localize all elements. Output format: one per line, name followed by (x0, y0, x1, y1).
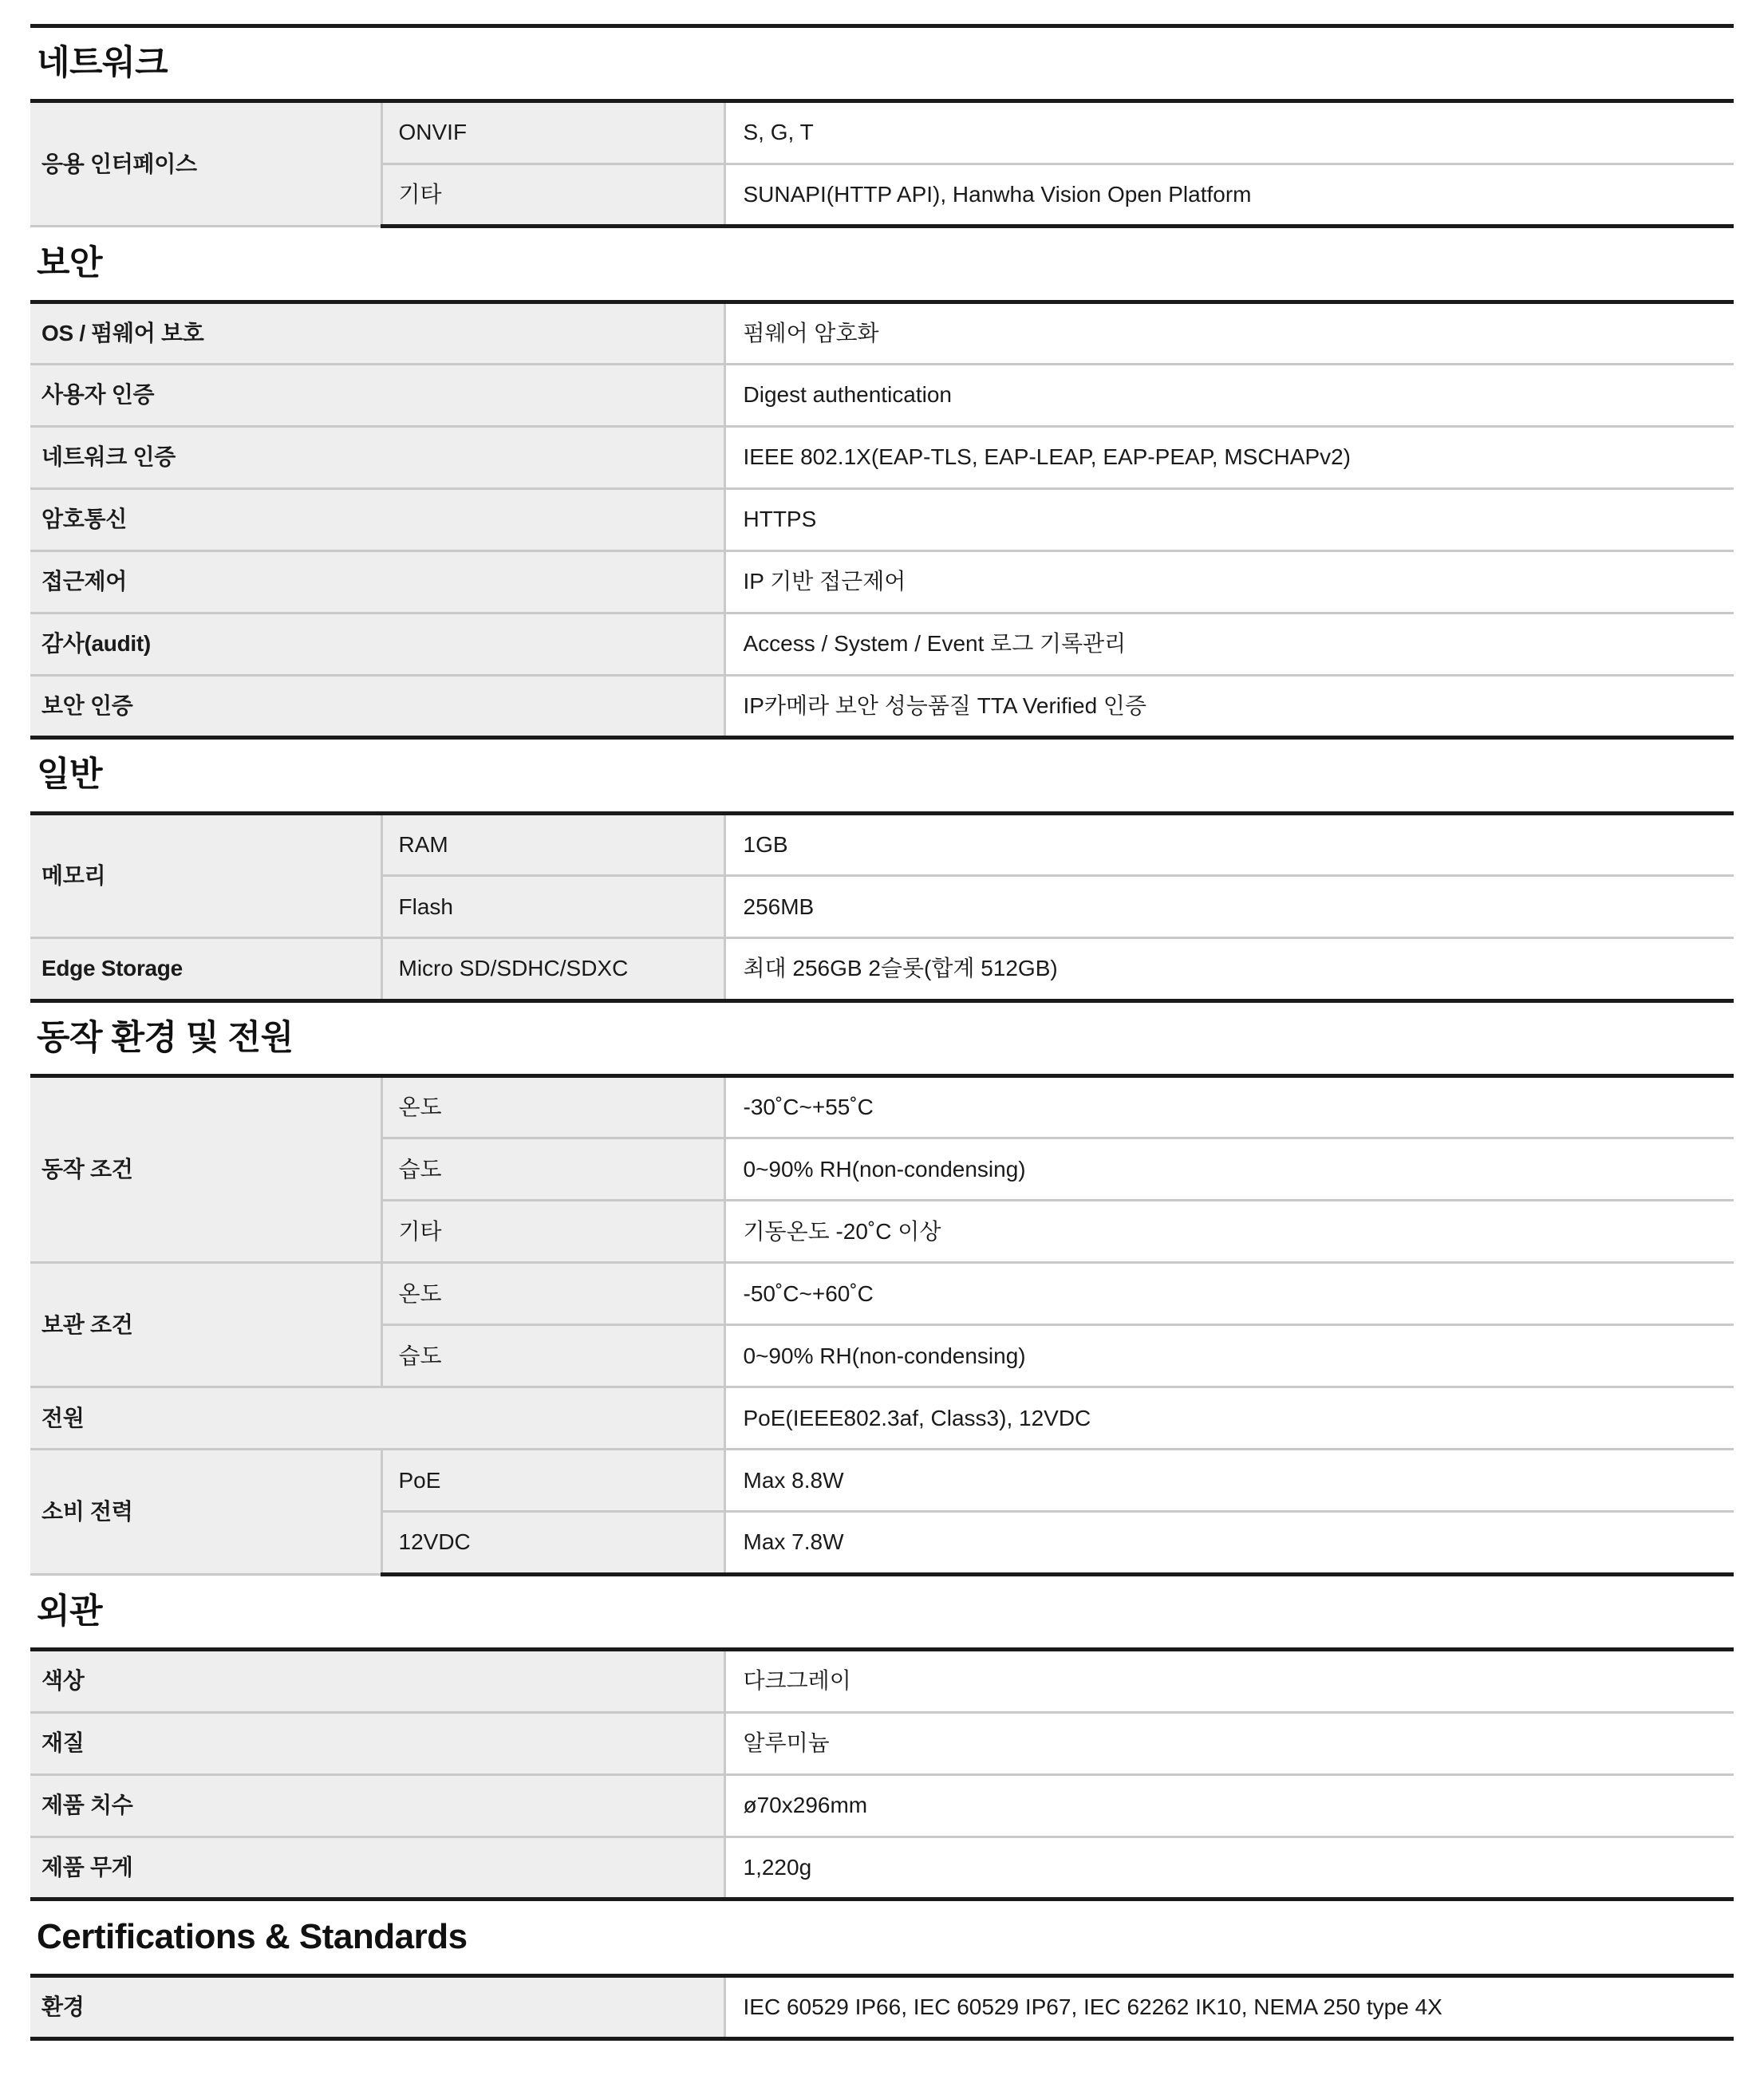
spec-value: 알루미늄 (724, 1712, 1734, 1774)
section-general (30, 740, 1734, 1002)
table-row (30, 1450, 1734, 1512)
spec-label: 사용자 인증 (30, 365, 724, 427)
spec-label: 보안 인증 (30, 676, 724, 738)
spec-value: IEC 60529 IP66, IEC 60529 IP67, IEC 62262 IK10, NEMA 250 type 4X (724, 1975, 1734, 2038)
spec-label: 제품 무게 (30, 1837, 724, 1899)
table-row (30, 101, 1734, 164)
section-title: 보안 (37, 244, 103, 283)
spec-value: 256MB (724, 876, 1734, 938)
table-row (30, 1975, 1734, 2038)
spec-label: 메모리 (30, 813, 381, 937)
table-row (30, 938, 1734, 1000)
spec-label: 암호통신 (30, 489, 724, 551)
spec-label: 감사(audit) (30, 613, 724, 676)
spec-label: 제품 치수 (30, 1774, 724, 1837)
section-environment-power (30, 1003, 1734, 1576)
table-row (30, 1076, 1734, 1138)
spec-label: 접근제어 (30, 551, 724, 613)
table-row (30, 365, 1734, 427)
spec-sublabel: PoE (381, 1450, 724, 1512)
section-security (30, 228, 1734, 740)
table-row (30, 676, 1734, 738)
table-row (30, 427, 1734, 489)
spec-value: S, G, T (724, 101, 1734, 164)
spec-label: Edge Storage (30, 938, 381, 1000)
spec-table (30, 300, 1734, 740)
spec-sublabel: 기타 (381, 1201, 724, 1263)
spec-sublabel: 습도 (381, 1138, 724, 1201)
spec-sublabel: ONVIF (381, 101, 724, 164)
spec-sublabel: 온도 (381, 1076, 724, 1138)
spec-table (30, 99, 1734, 228)
spec-value: 최대 256GB 2슬롯(합계 512GB) (724, 938, 1734, 1000)
section-certifications (30, 1901, 1734, 2041)
spec-table (30, 811, 1734, 1003)
spec-value: 0~90% RH(non-condensing) (724, 1325, 1734, 1387)
spec-label: 응용 인터페이스 (30, 101, 381, 227)
spec-value: -50˚C~+60˚C (724, 1263, 1734, 1325)
section-title: 외관 (37, 1592, 103, 1631)
table-row (30, 302, 1734, 364)
spec-sections-container (30, 28, 1734, 2041)
spec-value: 다크그레이 (724, 1650, 1734, 1712)
table-row (30, 1387, 1734, 1450)
table-row (30, 1263, 1734, 1325)
spec-label: 색상 (30, 1650, 724, 1712)
table-row (30, 1837, 1734, 1899)
spec-value: Access / System / Event 로그 기록관리 (724, 613, 1734, 676)
spec-value: Digest authentication (724, 365, 1734, 427)
spec-value: IEEE 802.1X(EAP-TLS, EAP-LEAP, EAP-PEAP, MSCHAPv2) (724, 427, 1734, 489)
spec-label: OS / 펌웨어 보호 (30, 302, 724, 364)
spec-value: PoE(IEEE802.3af, Class3), 12VDC (724, 1387, 1734, 1450)
spec-value: ø70x296mm (724, 1774, 1734, 1837)
table-row (30, 551, 1734, 613)
spec-value: SUNAPI(HTTP API), Hanwha Vision Open Platform (724, 164, 1734, 226)
spec-sublabel: Flash (381, 876, 724, 938)
spec-value: -30˚C~+55˚C (724, 1076, 1734, 1138)
section-title: 일반 (37, 756, 103, 795)
spec-value: HTTPS (724, 489, 1734, 551)
section-title: 동작 환경 및 전원 (37, 1018, 294, 1057)
table-row (30, 613, 1734, 676)
section-title: Certifications & Standards (37, 1917, 468, 1957)
spec-value: Max 8.8W (724, 1450, 1734, 1512)
spec-sheet-page (0, 24, 1764, 2091)
table-row (30, 1650, 1734, 1712)
spec-label: 보관 조건 (30, 1263, 381, 1387)
spec-sublabel: 온도 (381, 1263, 724, 1325)
table-row (30, 1712, 1734, 1774)
spec-value: IP 기반 접근제어 (724, 551, 1734, 613)
table-row (30, 1774, 1734, 1837)
spec-sublabel: RAM (381, 813, 724, 875)
spec-value: 기동온도 -20˚C 이상 (724, 1201, 1734, 1263)
table-row (30, 489, 1734, 551)
spec-sublabel: 12VDC (381, 1512, 724, 1574)
spec-sublabel: 습도 (381, 1325, 724, 1387)
section-title: 네트워크 (37, 44, 168, 82)
spec-label: 네트워크 인증 (30, 427, 724, 489)
spec-value: 0~90% RH(non-condensing) (724, 1138, 1734, 1201)
spec-label: 전원 (30, 1387, 724, 1450)
spec-table (30, 1974, 1734, 2041)
spec-label: 환경 (30, 1975, 724, 2038)
table-row (30, 813, 1734, 875)
spec-value: Max 7.8W (724, 1512, 1734, 1574)
spec-value: 1GB (724, 813, 1734, 875)
spec-sublabel: Micro SD/SDHC/SDXC (381, 938, 724, 1000)
spec-table (30, 1074, 1734, 1576)
spec-sublabel: 기타 (381, 164, 724, 226)
section-appearance (30, 1576, 1734, 1901)
spec-value: IP카메라 보안 성능품질 TTA Verified 인증 (724, 676, 1734, 738)
section-network (30, 28, 1734, 228)
spec-value: 1,220g (724, 1837, 1734, 1899)
spec-value: 펌웨어 암호화 (724, 302, 1734, 364)
spec-label: 소비 전력 (30, 1450, 381, 1574)
spec-label: 동작 조건 (30, 1076, 381, 1263)
spec-table (30, 1647, 1734, 1901)
spec-label: 재질 (30, 1712, 724, 1774)
